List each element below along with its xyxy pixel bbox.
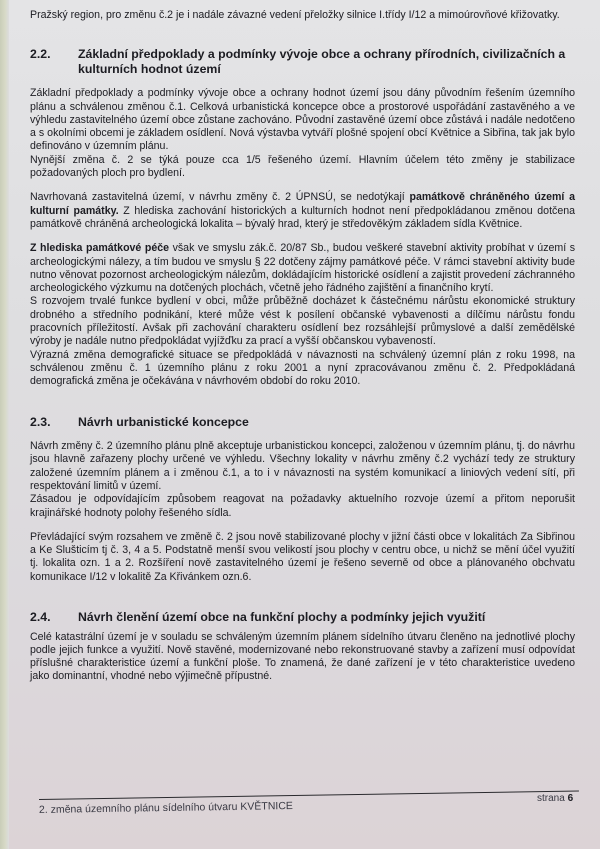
paragraph: S rozvojem trvalé funkce bydlení v obci, může průběžně docházet k částečnému nárůstu ekonomické struktury drobného a středního podnikání, které může vést k posílení občanské vybavenosti a dílčímu nárůstu fondu pracovních příležitostí. Avšak při zachování charakteru osídlení bez rozsáhlejší průmyslové a další zemědělské výroby je nadále nutno předpokládat vyjížďku za prací a vyšší občanskou vybaveností. — [30, 295, 575, 348]
emphasis-text: Z hlediska památkové péče — [30, 242, 170, 255]
section-title: Základní předpoklady a podmínky vývoje obce a ochrany přírodních, civilizačních a kulturních hodnot území — [78, 47, 566, 76]
page-content — [30, 9, 575, 684]
paragraph: Výrazná změna demografické situace se předpokládá v návaznosti na schválený územní plán z roku 1998, na schválenou změnu č. 1 územního plánu z roku 2001 a nyní zpracovávanou změnu č. 2. Předpokládaná demografická změna je očekávána v návrhovém období do roku 2010. — [30, 348, 575, 388]
intro-paragraph: Pražský region, pro změnu č.2 je i nadále závazné vedení přeložky silnice I.třídy I/12 a mimoúrovňové křižovatky. — [30, 9, 560, 21]
paragraph: Zásadou je odpovídajícím způsobem reagovat na požadavky aktuelního rozvoje území a přitom neporušit krajinářské hodnoty polohy řešeného sídla. — [30, 493, 575, 519]
document-page — [9, 0, 600, 849]
paragraph — [30, 242, 575, 295]
paragraph-text: však ve smyslu zák.č. 20/87 Sb., budou veškeré stavební aktivity probíhat v území s archeologickými nálezy, a tím budou ve smyslu § 22 dotčeny zájmy památkové péče. V rámci stavební aktivity bude nutno věnovat pozornost archeologickým nálezům, dokládajícím historické osídlení a zajistit provedení záchranného archeologického výzkumu na dotčených plochách, včetně jeho řádného zajištění a finančního krytí. — [30, 242, 576, 295]
footer-document-title: 2. změna územního plánu sídelního útvaru KVĚTNICE — [38, 800, 293, 816]
section-title: Návrh členění území obce na funkční plochy a podmínky jejich využití — [78, 610, 486, 624]
paragraph: Návrh změny č. 2 územního plánu plně akceptuje urbanistickou koncepci, založenou v územním plánu, tj. do návrhu jsou hlavně zařazeny plochy určené ve výhledu. Všechny lokality v návrhu změny č.2 vychází tedy ze struktury založené územním plánem a i změnou č.1, a to i v návaznosti na systém komunikací a liniových vedení sítí, při respektování limitů v území. — [30, 440, 575, 492]
footer-divider — [39, 791, 579, 800]
section-title: Návrh urbanistické koncepce — [78, 414, 249, 429]
page-number: 6 — [567, 793, 574, 804]
paragraph: Nynější změna č. 2 se týká pouze cca 1/5 řešeného území. Hlavním účelem této změny je stabilizace požadovaných ploch pro bydlení. — [30, 153, 575, 180]
paragraph: Převládající svým rozsahem ve změně č. 2 jsou nově stabilizované plochy v jižní části obce v lokalitách Za Sibřinou a Ke Slušticím tj č. 3, 4 a 5. Podstatně menší svou velikostí jsou plochy v centru obce, u nichž se mění účel využití tj. lokalita ozn. 1 a 2. Rozšíření nově zastavitelného území je řešeno severně od obce a plánovaného obchvatu komunikace I/12 v lokalitě Za Křivánkem ozn.6. — [30, 530, 575, 583]
page-binding-edge — [0, 0, 9, 849]
page-number-label — [537, 793, 573, 804]
section-heading-2-3 — [30, 415, 575, 430]
paragraph-text: Navrhovaná zastavitelná území, v návrhu změny č. 2 ÚPNSÚ, se nedotýkají — [30, 191, 410, 204]
paragraph — [30, 191, 575, 231]
section-heading-2-2 — [30, 47, 575, 76]
section-number: 2.4. — [30, 610, 51, 624]
emphasis-text: památkově chráněného území a kulturní památky. — [30, 191, 575, 217]
page-label: strana — [537, 793, 565, 804]
paragraph: Celé katastrální území je v souladu se schváleným územním plánem sídelního útvaru členěno na jednotlivé plochy podle jejich funkce a využití. Nově stavěné, modernizované nebo rekonstruované stavby a zařízení musí odpovídat příslušné charakteristice území a funkční ploše. To znamená, že dané zařízení je v této charakteristice uvedeno jako dominantní, vhodné nebo výjimečně přípustné. — [30, 630, 575, 683]
section-number: 2.2. — [30, 47, 51, 62]
section-heading-2-4 — [30, 610, 575, 625]
paragraph: Základní předpoklady a podmínky vývoje obce a ochrany hodnot území jsou dány původním řešením územního plánu a schválenou změnou č.1. Celková urbanistická koncepce obce a prostorové uspořádání zastavěného a ve výhledu zastavitelného území obce zůstane zachováno. Původní zastavěné území obce zůstává i nadále nedotčeno a s okolními obcemi je základem osídlení. Nová výstavba vytváří plošné spojení obcí Květnice a Sibřina, tak jak bylo definováno v územním plánu. — [30, 87, 575, 153]
paragraph-text: Z hlediska zachování historických a kulturních hodnot není předpokládanou změnou dotčena památkově chráněná archeologická lokalita – bývalý hrad, který je středověkým základem sídla Květnice. — [30, 204, 575, 230]
section-number: 2.3. — [30, 414, 51, 429]
